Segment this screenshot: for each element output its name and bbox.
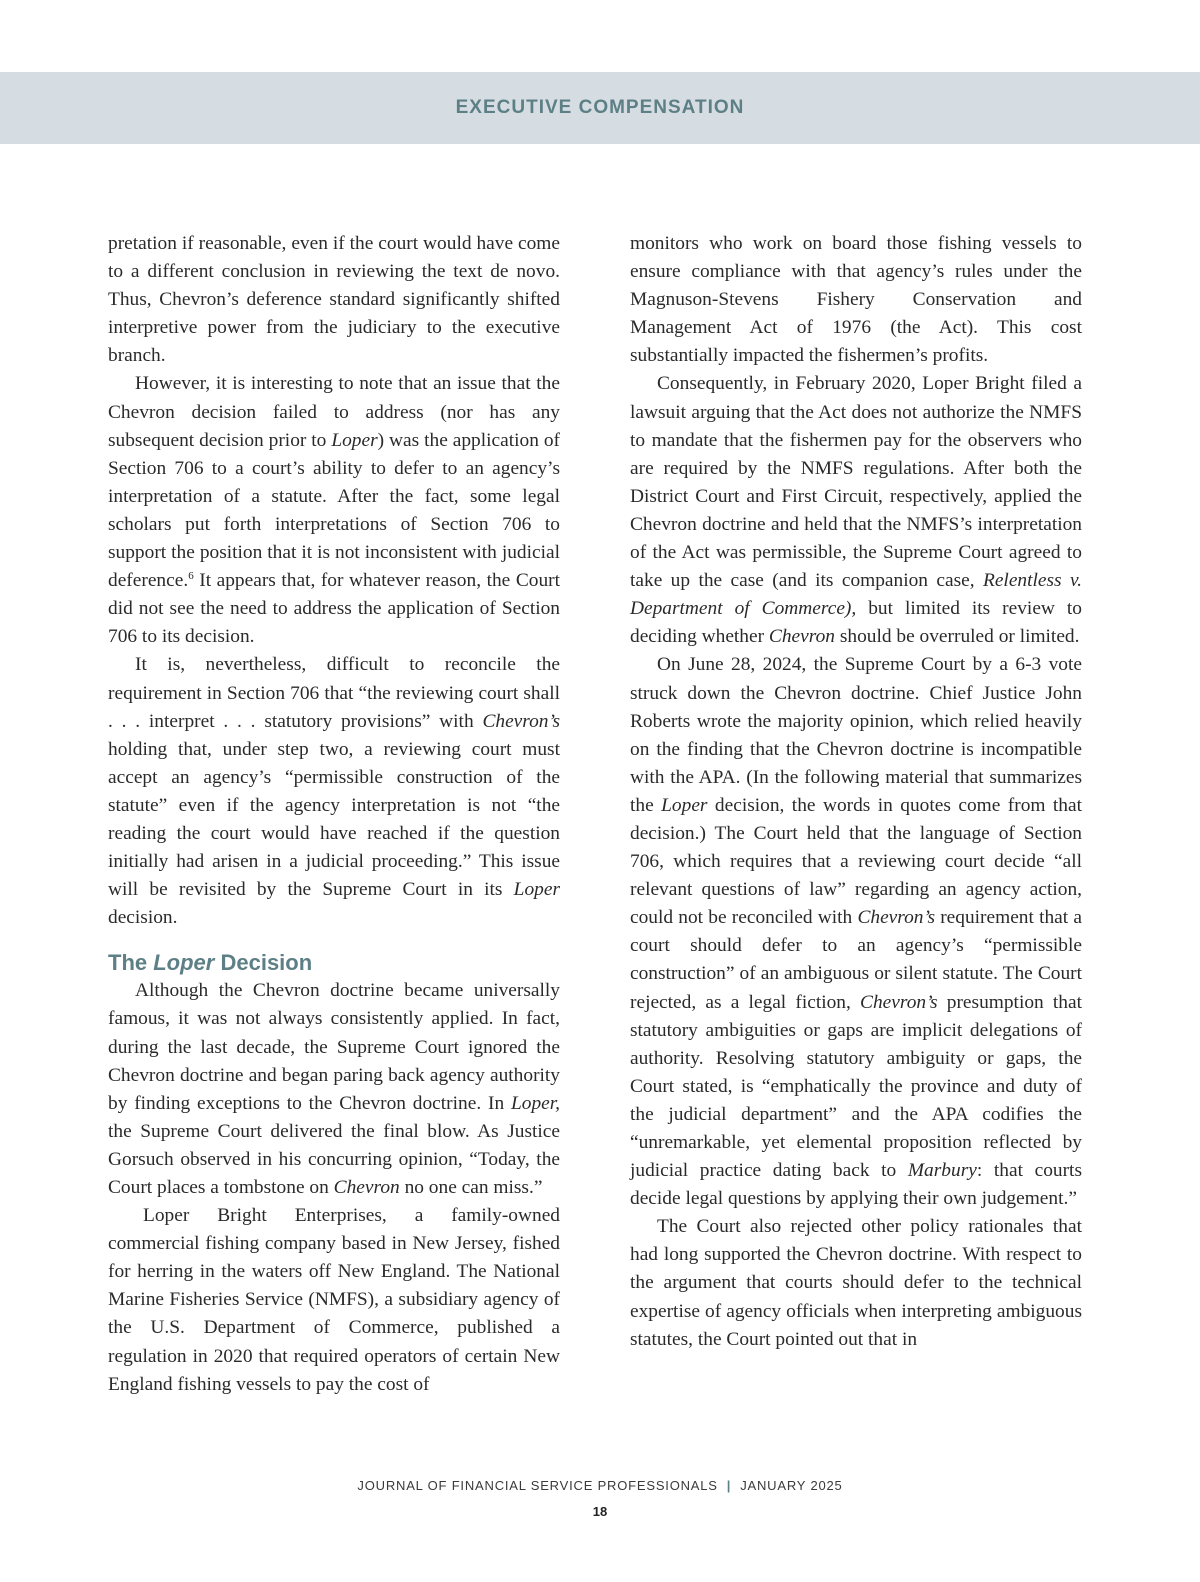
paragraph: Loper Bright Enterprises, a family-owned commercial fishing company based in New Jersey, fished for herring in the waters off New England. The National Marine Fisheries Service (NMFS), a subsidiary agency of the U.S. Department of Commerce, published a regulation in 2020 that required operators of certain New England fishing vessels to pay the cost of xyxy=(108,1205,560,1395)
paragraph: However, it is interesting to note that an issue that the Chevron decision failed to address (nor has any subsequent decision prior to Loper) was the application of Section 706 to a court’s ability to defer to an agency’s interpretation of a statute. After the fact, some legal scholars put forth interpretations of Section 706 to support the position that it is not inconsistent with judicial deference.$^6$ It appears that, for whatever reason, the Court did not see the need to address the application of Section 706 to its decision. xyxy=(108,373,560,648)
section-header-band xyxy=(0,72,1200,144)
footer-separator: | xyxy=(726,1478,732,1493)
paragraph: pretation if reasonable, even if the court would have come to a different conclusion in reviewing the text de novo. Thus, Chevron’s deference standard significantly shifted interpretive power from the judiciary to the executive branch. xyxy=(108,233,560,367)
paragraph: The Court also rejected other policy rationales that had long supported the Chevron doctrine. With respect to the argument that courts should defer to the technical expertise of agency officials when interpreting ambiguous statutes, the Court pointed out that in xyxy=(630,1216,1082,1350)
paragraph: On June 28, 2024, the Supreme Court by a 6-3 vote struck down the Chevron doctrine. Chief Justice John Roberts wrote the majority opinion, which relied heavily on the finding that the Chevron doctrine is incompatible with the APA. (In the following material that summarizes the Loper decision, the words in quotes come from that decision.) The Court held that the language of Section 706, which requires that a reviewing court decide “all relevant questions of law” regarding an agency action, could not be reconciled with Chevron’s requirement that a court should defer to an agency’s “permissible construction” of an ambiguous or silent statute. The Court rejected, as a legal fiction, Chevron’s presumption that statutory ambiguities or gaps are implicit delegations of authority. Resolving statutory ambiguity or gaps, the Court stated, is “emphatically the province and duty of the judicial department” and the APA codifies the “unremarkable, yet elemental proposition reflected by judicial practice dating back to Marbury: that courts decide legal questions by applying their own judgement.” xyxy=(630,654,1082,1210)
journal-name: JOURNAL OF FINANCIAL SERVICE PROFESSIONALS xyxy=(357,1478,718,1493)
page-number: 18 xyxy=(592,1504,608,1519)
left-column xyxy=(108,230,560,1399)
paragraph: monitors who work on board those fishing vessels to ensure compliance with that agency’s rules under the Magnuson-Stevens Fishery Conservation and Management Act of 1976 (the Act). This cost substantially impacted the fishermen’s profits. xyxy=(630,233,1082,367)
paragraph: Although the Chevron doctrine became universally famous, it was not always consistently applied. In fact, during the last decade, the Supreme Court ignored the Chevron doctrine and began paring back agency authority by finding exceptions to the Chevron doctrine. In Loper, the Supreme Court delivered the final blow. As Justice Gorsuch observed in his concurring opinion, “Today, the Court places a tombstone on Chevron no one can miss.” xyxy=(108,980,560,1198)
paragraph: It is, nevertheless, difficult to reconcile the requirement in Section 706 that “the reviewing court shall . . . interpret . . . statutory provisions” with Chevron’s holding that, under step two, a reviewing court must accept an agency’s “permissible construction of the statute” even if the agency interpretation is not “the reading the court would have reached if the question initially had arisen in a judicial proceeding.” This issue will be revisited by the Supreme Court in its Loper decision. xyxy=(108,654,560,929)
paragraph: Consequently, in February 2020, Loper Bright filed a lawsuit arguing that the Act does not authorize the NMFS to mandate that the fishermen pay for the observers who are required by the NMFS regulations. After both the District Court and First Circuit, respectively, applied the Chevron doctrine and held that the NMFS’s interpretation of the Act was permissible, the Supreme Court agreed to take up the case (and its companion case, Relentless v. Department of Commerce), but limited its review to deciding whether Chevron should be overruled or limited. xyxy=(630,373,1082,648)
footnote-ref: 6 xyxy=(188,570,194,583)
section-heading: The Loper Decision xyxy=(108,950,313,976)
right-column xyxy=(630,230,1082,1354)
section-title: EXECUTIVE COMPENSATION xyxy=(455,97,745,118)
page-footer xyxy=(0,1478,1200,1493)
issue-date: JANUARY 2025 xyxy=(740,1478,843,1493)
